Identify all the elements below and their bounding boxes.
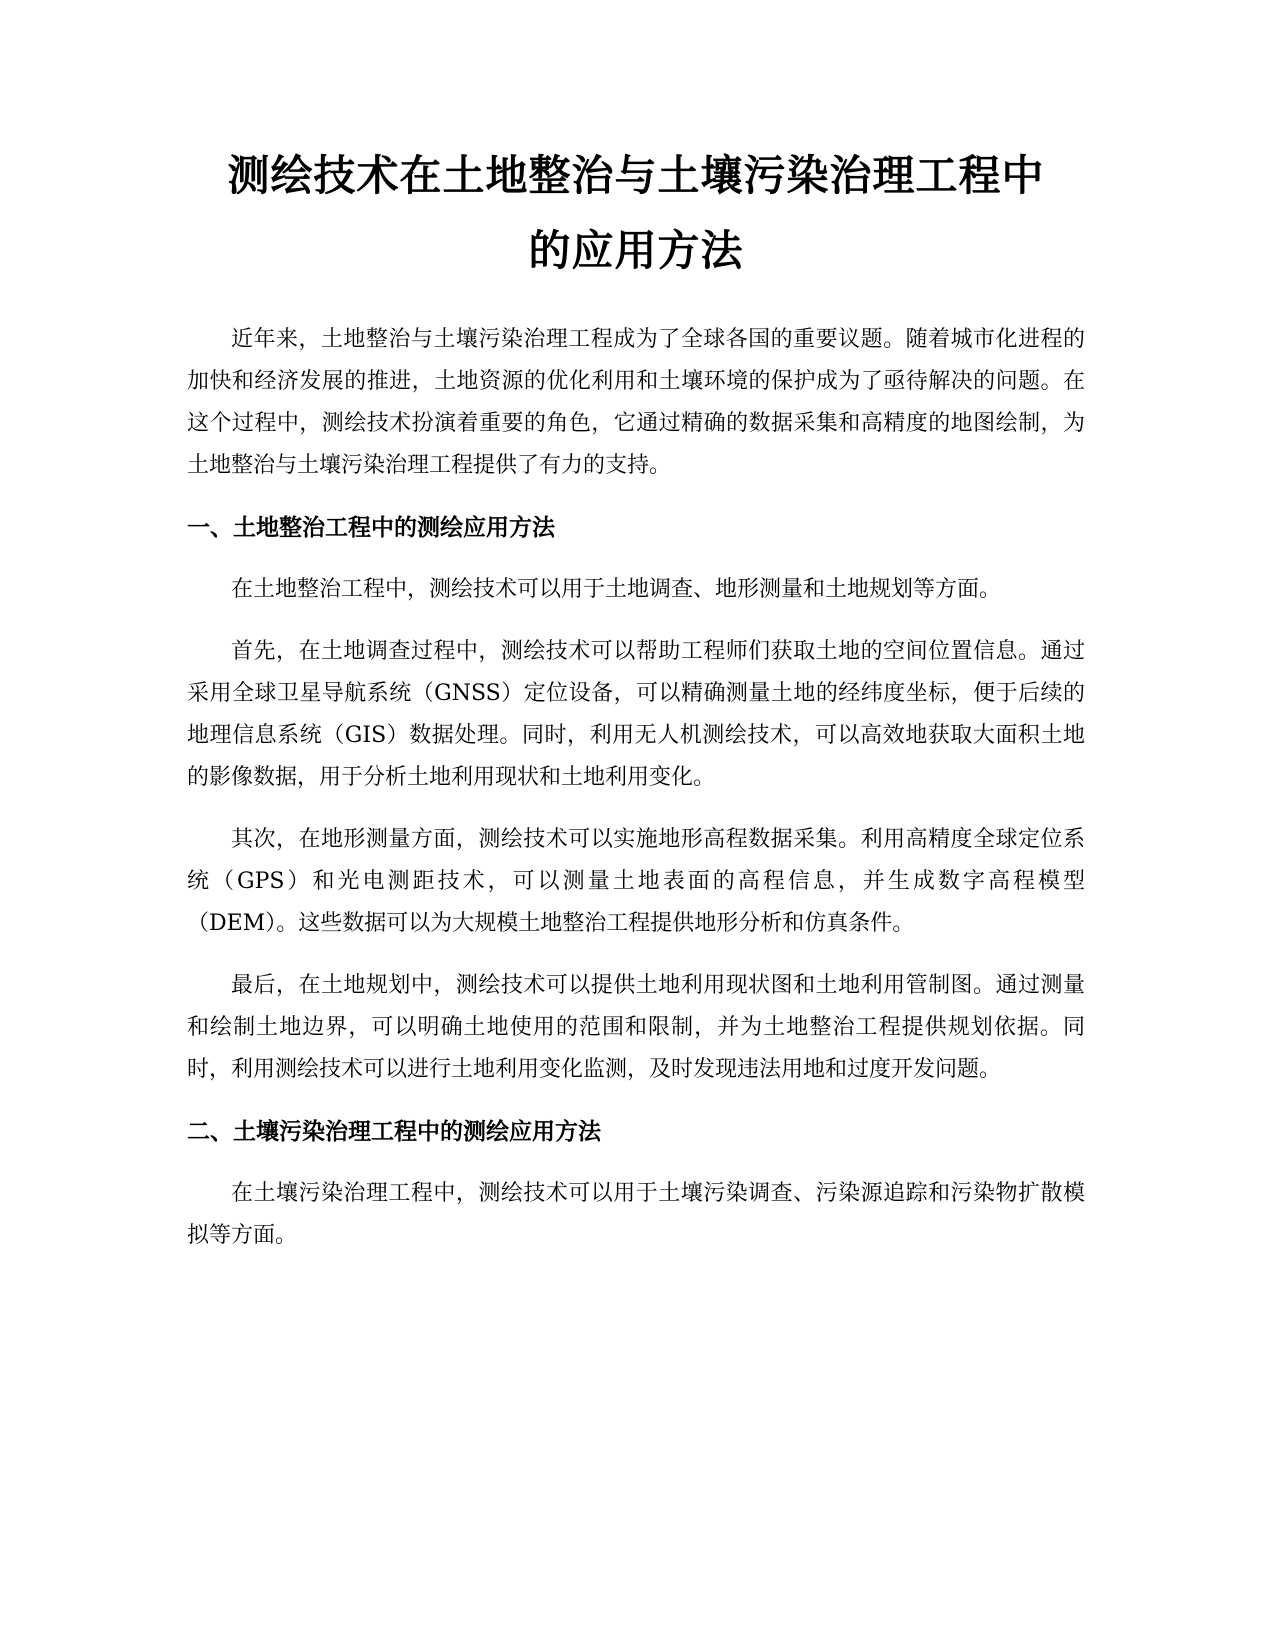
section-1-paragraph-1: 在土地整治工程中，测绘技术可以用于土地调查、地形测量和土地规划等方面。 — [231, 577, 1002, 602]
title-line-2: 的应用方法 — [528, 226, 744, 275]
document-title — [187, 138, 1085, 288]
document-page — [187, 138, 1085, 1277]
section-1-heading: 一、土地整治工程中的测绘应用方法 — [187, 515, 555, 541]
intro-paragraph: 近年来，土地整治与土壤污染治理工程成为了全球各国的重要议题。随着城市化进程的加快和经济发展的推进，土地资源的优化利用和土壤环境的保护成为了亟待解决的问题。在这个过程中，测绘技术扮演着重要的角色，它通过精确的数据采集和高精度的地图绘制，为土地整治与土壤污染治理工程提供了有力的支持。 — [187, 327, 1085, 478]
section-1-paragraph-3: 其次，在地形测量方面，测绘技术可以实施地形高程数据采集。利用高精度全球定位系统（GPS）和光电测距技术，可以测量土地表面的高程信息，并生成数字高程模型（DEM）。这些数据可以为大规模土地整治工程提供地形分析和仿真条件。 — [187, 827, 1085, 936]
section-1-paragraph-4: 最后，在土地规划中，测绘技术可以提供土地利用现状图和土地利用管制图。通过测量和绘制土地边界，可以明确土地使用的范围和限制，并为土地整治工程提供规划依据。同时，利用测绘技术可以进行土地利用变化监测，及时发现违法用地和过度开发问题。 — [187, 973, 1085, 1082]
title-line-1: 测绘技术在土地整治与土壤污染治理工程中 — [227, 151, 1045, 200]
section-2-heading: 二、土壤污染治理工程中的测绘应用方法 — [187, 1119, 601, 1145]
section-1-paragraph-2: 首先，在土地调查过程中，测绘技术可以帮助工程师们获取土地的空间位置信息。通过采用全球卫星导航系统（GNSS）定位设备，可以精确测量土地的经纬度坐标，便于后续的地理信息系统（GIS）数据处理。同时，利用无人机测绘技术，可以高效地获取大面积土地的影像数据，用于分析土地利用现状和土地利用变化。 — [187, 639, 1085, 790]
section-2-paragraph-1: 在土壤污染治理工程中，测绘技术可以用于土壤污染调查、污染源追踪和污染物扩散模拟等方面。 — [187, 1181, 1085, 1248]
